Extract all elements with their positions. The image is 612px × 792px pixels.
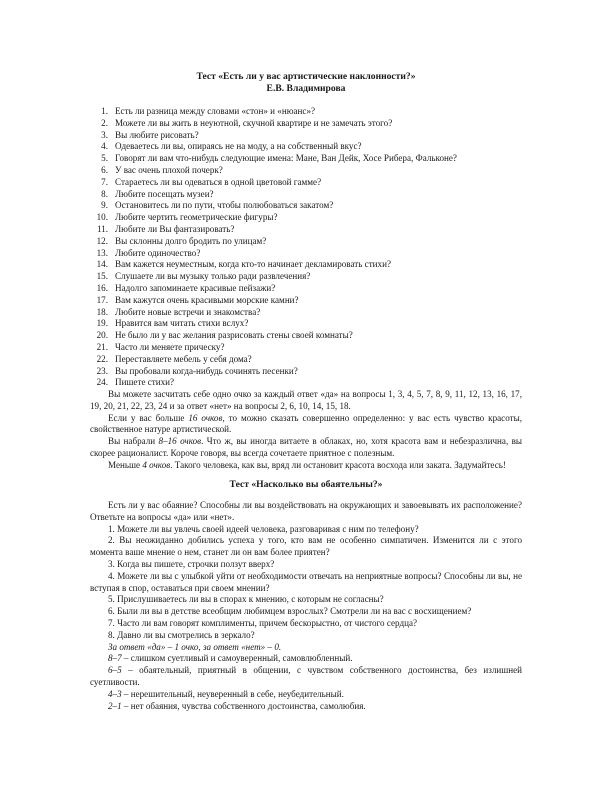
result-description: – нет обаяния, чувства собственного достоинства, самолюбия.: [121, 700, 366, 711]
question-number: 2.: [101, 117, 108, 128]
question-number: 23.: [96, 365, 108, 376]
test2-question-list: [90, 524, 522, 642]
test1-question-item: [90, 366, 530, 378]
question-number: 14.: [96, 259, 108, 270]
question-text: Говорят ли вам что-нибудь следующие имена: Мане, Ван Дейк, Хосе Рибера, Фальконе?: [115, 153, 457, 164]
test1-question-item: [90, 295, 530, 307]
test2-result-item: [90, 701, 522, 713]
test1-question-item: [90, 318, 530, 330]
question-text: Переставляете мебель у себя дома?: [115, 353, 252, 364]
test1-question-item: [90, 141, 530, 153]
test2-body: [90, 500, 522, 712]
test1-question-item: [90, 212, 530, 224]
test1-question-item: [90, 189, 530, 201]
result-range: 8–7: [108, 653, 122, 664]
test2-title: Тест «Насколько вы обаятельны?»: [229, 479, 383, 490]
result-range: 2–1: [108, 700, 122, 711]
question-number: 20.: [96, 330, 108, 341]
question-number: 9.: [101, 200, 108, 211]
question-text: Любите посещать музеи?: [115, 188, 214, 199]
test1-question-item: [90, 236, 530, 248]
test1-question-item: [90, 177, 530, 189]
question-text: Вам кажутся очень красивыми морские камни?: [115, 294, 299, 305]
test1-question-item: [90, 106, 530, 118]
question-text: Вы склонны долго бродить по улицам?: [115, 235, 267, 246]
test1-question-item: [90, 165, 530, 177]
test1-result-mid: Вы набрали 8–16 очков. Что ж, вы иногда витаете в облаках, но, хотя красота вам и небезразлична, вы скорее рационалист. Короче говоря, вы всегда сочетаете приятное с полезным.: [90, 436, 522, 458]
question-text: Любите чертить геометрические фигуры?: [115, 212, 278, 223]
test1-question-item: [90, 283, 530, 295]
question-number: 15.: [96, 271, 108, 282]
test1-scoring: Вы можете засчитать себе одно очко за каждый ответ «да» на вопросы 1, 3, 4, 5, 7, 8, 9, 11, 12, 13, 16, 17, 19, 20, 21, 22, 23, 24 и за ответ «нет» на вопросы 2, 6, 10, 14, 15, 18.: [90, 389, 522, 411]
question-number: 11.: [96, 223, 108, 234]
test2-result-item: [90, 689, 522, 701]
question-number: 5.: [101, 153, 108, 164]
test1-question-item: [90, 118, 530, 130]
test2-question-item: 3. Когда вы пишете, строчки ползут вверх?: [108, 558, 275, 569]
result-description: – обаятельный, приятный в общении, с чувством собственного достоинства, без излишней суетливости.: [90, 665, 522, 687]
question-number: 19.: [96, 318, 108, 329]
question-text: Часто ли меняете прическу?: [115, 341, 225, 352]
test1-result-low: Меньше 4 очков. Такого человека, как вы, вряд ли остановит красота восхода или заката. Задумайтесь!: [108, 459, 506, 470]
test1-question-item: [90, 224, 530, 236]
test1-result-high: Если у вас больше 16 очков, то можно сказать совершенно определенно: у вас есть чувство красоты, свойственное натуре артистической.: [90, 412, 522, 435]
result-range: 6–5: [108, 665, 122, 676]
test1-question-item: [90, 130, 530, 142]
test1-question-item: [90, 271, 530, 283]
question-text: Любите ли Вы фантазировать?: [115, 223, 235, 234]
question-number: 6.: [101, 164, 108, 175]
test2-question-item: 1. Можете ли вы увлечь своей идеей человека, разговаривая с ним по телефону?: [108, 523, 419, 534]
test1-scoring-block: [90, 389, 522, 472]
test2-result-item: [90, 653, 522, 665]
question-text: Любите одиночество?: [115, 247, 201, 258]
question-text: У вас очень плохой почерк?: [115, 164, 223, 175]
question-text: Стараетесь ли вы одеваться в одной цветовой гамме?: [115, 176, 322, 187]
question-text: Есть ли разница между словами «стон» и «нюанс»?: [115, 106, 316, 116]
test2-intro: Есть ли у вас обаяние? Способны ли вы воздействовать на окружающих и завоевывать их расположение? Ответьте на вопросы «да» или «нет».: [90, 500, 522, 522]
question-text: Вы пробовали когда-нибудь сочинять песенки?: [115, 365, 298, 376]
question-text: Можете ли вы жить в неуютной, скучной квартире и не замечать этого?: [115, 117, 393, 128]
test2-question-item: 8. Давно ли вы смотрелись в зеркало?: [108, 629, 255, 640]
test1-question-item: [90, 200, 530, 212]
test1-question-item: [90, 153, 530, 165]
test1-author: Е.В. Владимирова: [266, 83, 346, 94]
question-text: Любите новые встречи и знакомства?: [115, 306, 261, 317]
question-text: Надолго запоминаете красивые пейзажи?: [115, 282, 276, 293]
question-number: 17.: [96, 294, 108, 305]
question-number: 1.: [101, 106, 108, 116]
test2-question-item: 2. Вы неожиданно добились успеха у того, кто вам не особенно симпатичен. Изменится ли с этого момента ваше мнение о нем, станет ли он вам более приятен?: [90, 535, 522, 558]
test1-question-item: [90, 307, 530, 319]
question-number: 3.: [101, 129, 108, 140]
test2-result-item: [90, 665, 522, 689]
question-number: 18.: [96, 306, 108, 317]
test2-question-item: 6. Были ли вы в детстве всеобщим любимцем взрослых? Смотрели ли на вас с восхищением?: [108, 606, 472, 617]
test1-question-item: [90, 342, 530, 354]
test2-question-item: 7. Часто ли вам говорят комплименты, причем бескорыстно, от чистого сердца?: [108, 617, 418, 628]
test1-question-item: [90, 330, 530, 342]
result-description: – слишком суетливый и самоуверенный, самовлюбленный.: [121, 653, 353, 664]
question-number: 13.: [96, 247, 108, 258]
question-text: Остановитесь ли по пути, чтобы полюбоваться закатом?: [115, 200, 334, 211]
question-number: 21.: [96, 341, 108, 352]
question-text: Нравится вам читать стихи вслух?: [115, 318, 249, 329]
question-text: Вы любите рисовать?: [115, 129, 199, 140]
question-text: Пишете стихи?: [115, 377, 175, 388]
question-number: 10.: [96, 212, 108, 223]
result-range: 4–3: [108, 688, 122, 699]
question-number: 7.: [101, 176, 108, 187]
question-text: Слушаете ли вы музыку только ради развлечения?: [115, 271, 311, 282]
question-number: 8.: [101, 188, 108, 199]
question-number: 4.: [101, 141, 108, 152]
test1-title: Тест «Есть ли у вас артистические наклонности?»: [196, 71, 416, 82]
question-text: Одеваетесь ли вы, опираясь не на моду, а на собственный вкус?: [115, 141, 362, 152]
question-text: Не было ли у вас желания разрисовать стены своей комнаты?: [115, 330, 353, 341]
result-description: – нерешительный, неуверенный в себе, неубедительный.: [121, 688, 344, 699]
test1-question-item: [90, 354, 530, 366]
test1-question-item: [90, 377, 530, 389]
question-number: 22.: [96, 353, 108, 364]
question-text: Вам кажется неуместным, когда кто-то начинает декламировать стихи?: [115, 259, 391, 270]
test1-question-item: [90, 248, 530, 260]
test1-question-list: [90, 106, 530, 389]
test2-scoring: За ответ «да» – 1 очко, за ответ «нет» – 0.: [108, 641, 282, 652]
question-number: 24.: [96, 377, 108, 388]
question-number: 16.: [96, 282, 108, 293]
test2-question-item: 4. Можете ли вы с улыбкой уйти от необходимости отвечать на неприятные вопросы? Способны ли вы, не вступая в спор, оставаться при своем мнении?: [90, 570, 522, 593]
test1-question-item: [90, 259, 530, 271]
test2-question-item: 5. Прислушиваетесь ли вы в спорах к мнению, с которым не согласны?: [108, 594, 384, 605]
question-number: 12.: [96, 235, 108, 246]
test2-results: [90, 653, 522, 712]
